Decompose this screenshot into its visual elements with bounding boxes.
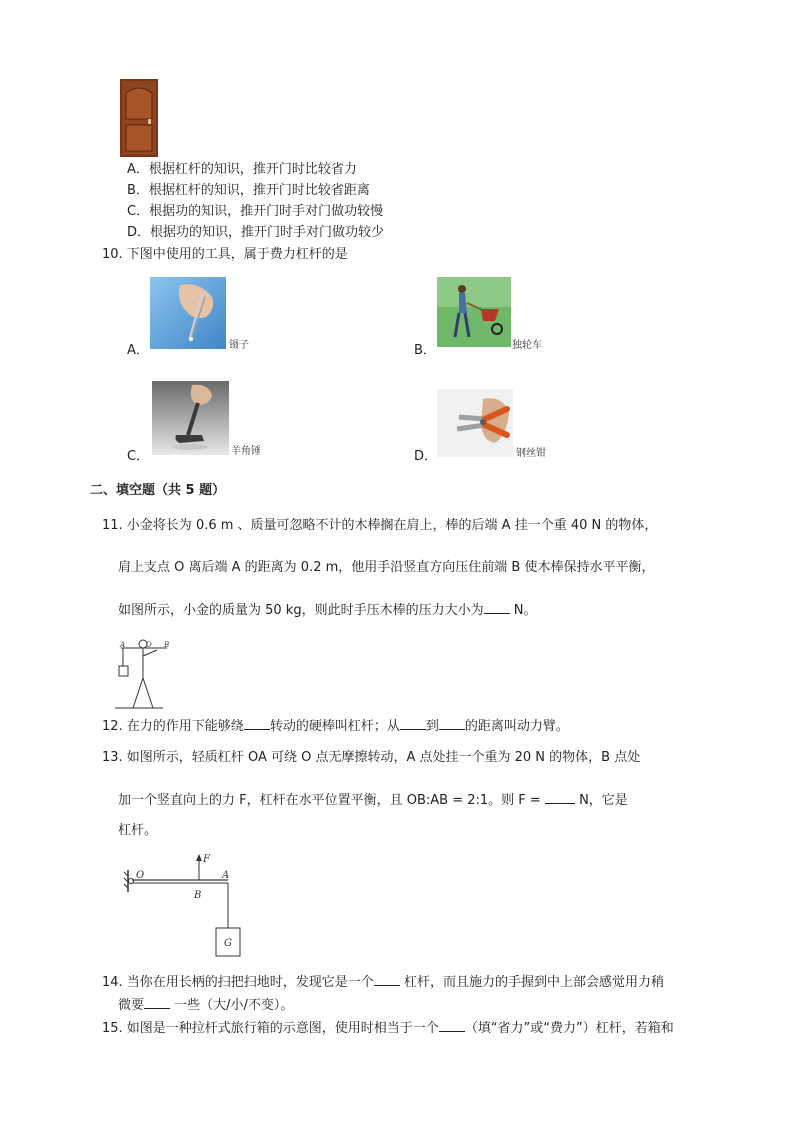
q10-stem: 10. 下图中使用的工具，属于费力杠杆的是: [102, 247, 348, 262]
q10-option-b-caption: 独轮车: [512, 340, 542, 351]
q13-line2-unit: N，它是: [574, 793, 628, 808]
q13-line2-text: 加一个竖直向上的力 F，杠杆在水平位置平衡，且 OB:AB = 2:1。则 F =: [118, 793, 541, 808]
q10-option-d-letter: D．: [414, 449, 438, 464]
q11-line3-text: 如图所示，小金的质量为 50 kg，则此时手压木棒的压力大小为: [118, 603, 484, 618]
q12-text-3: 到: [425, 719, 439, 734]
q11-fig-label-a: A: [120, 641, 126, 649]
q9-option-d: D．根据功的知识，推开门时手对门做功较少: [127, 225, 385, 240]
q11-lever-figure: [113, 636, 175, 712]
q10-option-a-letter: A．: [127, 343, 149, 358]
q13-line1: 13. 如图所示，轻质杠杆 OA 可绕 O 点无摩擦转动，A 点处挂一个重为 20 N 的物体，B 点处: [102, 750, 641, 765]
q14-line2-rest: 一些（大/小/不变）。: [170, 998, 294, 1013]
q15-text-1: 15. 如图是一种拉杆式旅行箱的示意图，使用时相当于一个: [102, 1021, 439, 1036]
q13-fig-label-f: F: [203, 854, 210, 865]
q14-line1-text: 14. 当你在用长柄的扫把扫地时，发现它是一个: [102, 975, 374, 990]
q11-fig-label-b: B: [164, 641, 170, 649]
q12-text-4: 的距离叫动力臂。: [464, 719, 569, 734]
q12-blank-1[interactable]: [244, 717, 270, 730]
q13-answer-blank[interactable]: [545, 791, 575, 804]
q12-text-1: 12. 在力的作用下能够绕: [102, 719, 244, 734]
q11-line3-unit: N。: [509, 603, 537, 618]
q13-fig-label-b: B: [194, 890, 202, 901]
q10-option-c-letter: C．: [127, 449, 150, 464]
q10-option-a-caption: 镊子: [229, 340, 249, 351]
q15-line1: [102, 1019, 674, 1038]
door-image: [120, 79, 158, 157]
q13-fig-label-o: O: [136, 870, 145, 881]
q12-blank-3[interactable]: [439, 717, 465, 730]
claw-hammer-image: [152, 381, 229, 455]
q9-option-a: A．根据杠杆的知识，推开门时比较省力: [127, 162, 357, 177]
q12-blank-2[interactable]: [400, 717, 426, 730]
q14-line1: [102, 973, 664, 992]
q14-line2-text: 微要: [118, 998, 145, 1013]
q10-option-c-caption: 羊角锤: [231, 446, 261, 457]
q13-line2: [118, 791, 628, 810]
tweezers-image: [150, 277, 226, 349]
q13-lever-figure: [122, 852, 244, 960]
q14-blank-2[interactable]: [144, 996, 170, 1009]
q13-fig-label-g: G: [224, 938, 232, 949]
q11-answer-blank[interactable]: [484, 601, 510, 614]
q10-option-d-caption: 钢丝钳: [516, 448, 546, 459]
q15-blank-1[interactable]: [439, 1019, 465, 1032]
q10-option-b-letter: B．: [414, 343, 436, 358]
q14-line1-rest: 杠杆，而且施力的手握到中上部会感觉用力稍: [399, 975, 664, 990]
q13-line3: 杠杆。: [118, 823, 158, 838]
pliers-image: [437, 389, 513, 457]
q9-option-c: C．根据功的知识，推开门时手对门做功较慢: [127, 204, 384, 219]
wheelbarrow-image: [437, 277, 511, 347]
q12-text-2: 转动的硬棒叫杠杆；从: [269, 719, 400, 734]
section-heading: 二、填空题（共 5 题）: [90, 483, 226, 498]
q13-fig-label-a: A: [222, 870, 230, 881]
q14-blank-1[interactable]: [374, 973, 400, 986]
q12-line: [102, 717, 569, 736]
q14-line2: [118, 996, 293, 1015]
q11-line2: 肩上支点 O 离后端 A 的距离为 0.2 m，他用手沿竖直方向压住前端 B 使木棒保持水平平衡，: [118, 560, 655, 575]
q11-line1: 11. 小金将长为 0.6 m 、质量可忽略不计的木棒搁在肩上，棒的后端 A 挂一个重 40 N 的物体，: [102, 518, 658, 533]
q11-line3: [118, 601, 536, 620]
q9-option-b: B．根据杠杆的知识，推开门时比较省距离: [127, 183, 370, 198]
q15-text-2: （填“省力”或“费力”）杠杆，若箱和: [464, 1021, 674, 1036]
q11-fig-label-o: O: [146, 641, 152, 649]
